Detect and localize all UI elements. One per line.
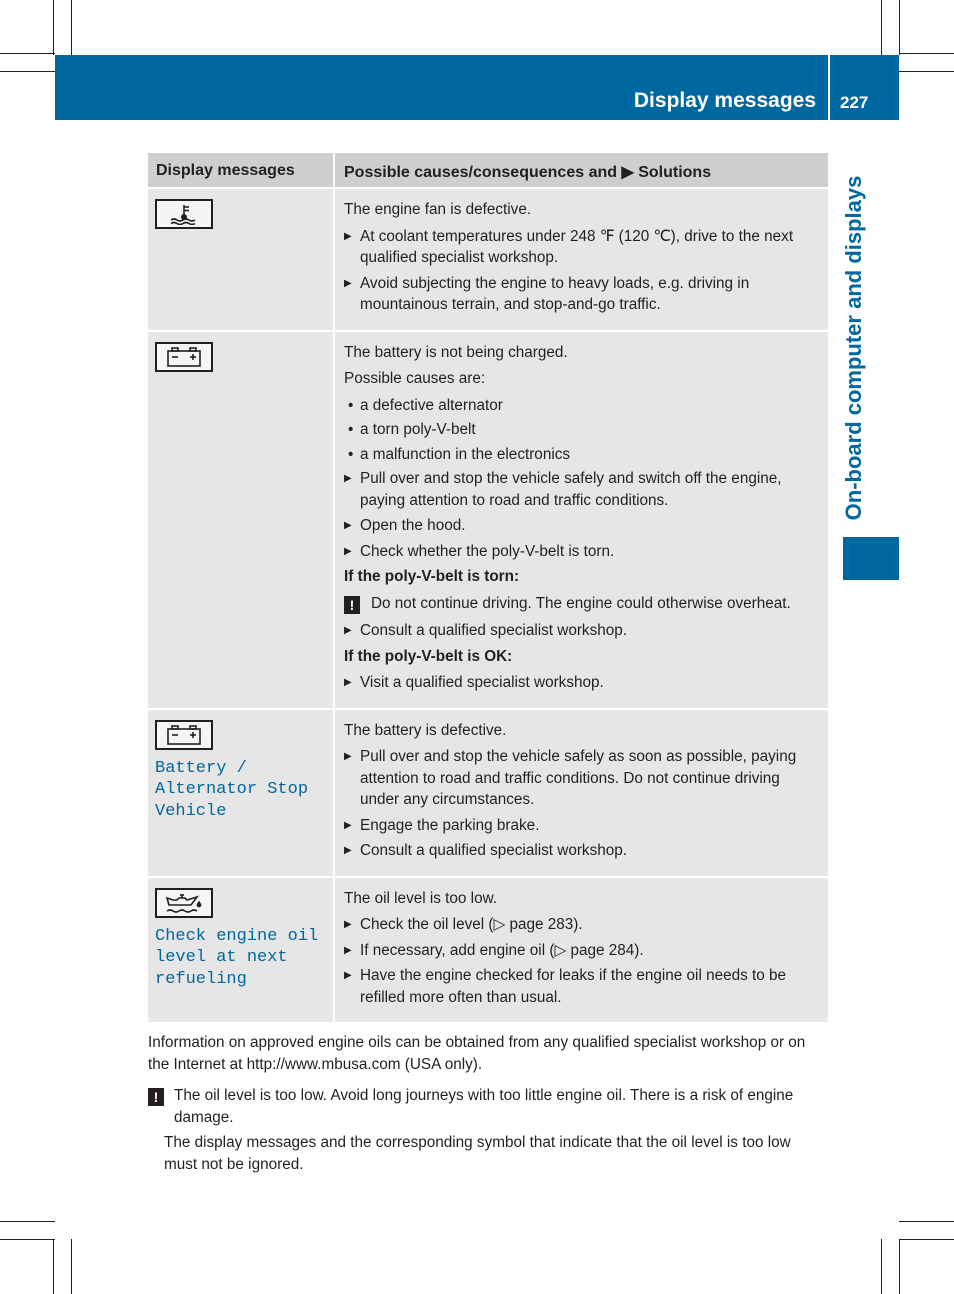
condition-heading: If the poly-V-belt is torn: [344,568,520,585]
crop-mark [899,53,954,54]
warning-text: The oil level is too low. Avoid long journeys with too little engine oil. There is a risk of engine damage. [174,1087,794,1126]
battery-icon [155,342,213,372]
solutions-cell [333,189,828,330]
page-number: 227 [840,93,869,112]
page-number-box [830,55,899,120]
side-tab [839,170,869,525]
step-arrow-icon: ▶ [344,845,352,856]
bullet-item [348,444,821,466]
solution-step [344,541,821,563]
item-text: Consult a qualified specialist workshop. [360,622,627,639]
footer-notes [148,1032,828,1175]
display-message-text: Check engine oil level at next refueling [155,926,319,989]
item-text: Check whether the poly-V-belt is torn. [360,542,615,560]
table-header [148,153,828,187]
step-arrow-icon: ▶ [344,277,352,289]
crop-mark [899,71,954,72]
step-arrow-icon: ▶ [344,970,352,981]
table-body [148,187,828,1022]
item-text: Check the oil level (▷ page 283). [360,916,583,933]
crop-mark [899,0,900,55]
message-cell [148,878,333,1023]
warning-icon: ! [148,1088,164,1106]
solutions-cell [333,878,828,1023]
bullet-icon: • [348,445,354,463]
step-arrow-icon: ▶ [344,230,352,242]
condition-heading: If the poly-V-belt is OK: [344,647,513,665]
table-row [148,708,828,876]
bullet-item [348,419,821,441]
step-arrow-icon: ▶ [344,751,352,762]
item-text: Pull over and stop the vehicle safely as soon as possible, paying attention to road and traffic conditions. Do not continue driving under any circumstances. [360,748,797,808]
step-arrow-icon: ▶ [344,545,352,557]
item-text: Do not continue driving. The engine could otherwise overheat. [371,594,791,612]
step-arrow-icon: ▶ [344,944,352,956]
crop-mark [71,1239,72,1294]
table-row [148,330,828,708]
crop-mark [899,1239,900,1294]
battery-icon [155,720,213,750]
solution-step [344,965,821,1008]
side-tab-label: On-board computer and displays [841,175,866,520]
step-arrow-icon: ▶ [344,625,352,636]
item-text: Avoid subjecting the engine to heavy loads, e.g. driving in mountainous terrain, and stop-and-go traffic. [360,274,750,313]
item-text: a malfunction in the electronics [360,445,571,463]
message-cell [148,332,333,708]
item-text: At coolant temperatures under 248 ℉ (120 ℃), drive to the next qualified specialist workshop. [360,227,794,266]
crop-mark [881,1239,882,1294]
cause-text: The battery is not being charged. [344,343,568,361]
solution-step [344,273,821,316]
cause-text: Possible causes are: [344,370,486,387]
step-arrow-icon: ▶ [344,677,352,688]
crop-mark [881,0,882,55]
table-row [148,876,828,1023]
warning-note [148,1085,828,1128]
crop-mark [0,71,55,72]
warning-icon: ! [344,596,360,614]
cause-text: The battery is defective. [344,721,507,739]
solution-step [344,468,821,511]
crop-mark [53,1239,54,1294]
bullet-icon: • [348,396,354,414]
crop-mark [71,0,72,55]
table-row [148,187,828,330]
column-header-solutions: Possible causes/consequences and ▶ Solutions [333,153,828,187]
item-text: Visit a qualified specialist workshop. [360,674,604,691]
item-text: Engage the parking brake. [360,816,540,834]
solution-step [344,226,821,269]
warning-note-detail: The display messages and the corresponding symbol that indicate that the oil level is too low must not be ignored. [164,1134,791,1173]
item-text: a torn poly-V-belt [360,421,476,438]
step-arrow-icon: ▶ [344,819,352,831]
item-text: Consult a qualified specialist workshop. [360,842,627,859]
header-bar [55,55,828,120]
cause-text: The oil level is too low. [344,889,498,907]
message-cell [148,710,333,876]
coolant-temperature-icon [155,199,213,229]
crop-mark [899,1239,954,1240]
solution-step [344,940,821,962]
column-header-messages: Display messages [156,162,295,179]
solution-step [344,840,821,862]
item-text: If necessary, add engine oil (▷ page 284). [360,941,644,959]
message-cell [148,189,333,330]
solution-step [344,914,821,936]
solutions-cell [333,710,828,876]
crop-mark [53,0,54,55]
solution-step [344,620,821,642]
crop-mark [899,1221,954,1222]
crop-mark [0,53,55,54]
item-text: a defective alternator [360,396,503,414]
display-messages-table [148,153,828,1022]
crop-mark [0,1221,55,1222]
step-arrow-icon: ▶ [344,520,352,531]
step-arrow-icon: ▶ [344,473,352,484]
warning-note [344,593,821,615]
step-arrow-icon: ▶ [344,919,352,930]
cause-text: The engine fan is defective. [344,201,532,218]
oil-level-icon [155,888,213,918]
display-message-text: Battery / Alternator Stop Vehicle [155,758,309,821]
crop-mark [0,1239,55,1240]
page-title: Display messages [633,89,816,112]
solution-step [344,515,821,537]
item-text: Pull over and stop the vehicle safely and switch off the engine, paying attention to road and traffic conditions. [360,470,782,509]
item-text: Have the engine checked for leaks if the engine oil needs to be refilled more often than usual. [360,967,787,1006]
solution-step [344,815,821,837]
side-tab-marker [843,537,899,580]
item-text: Open the hood. [360,517,466,534]
solution-step [344,672,821,694]
solutions-cell [333,332,828,708]
bullet-icon: • [348,421,354,438]
oil-info-text: Information on approved engine oils can be obtained from any qualified specialist workshop or on the Internet at http://www.mbusa.com (USA only). [148,1034,806,1073]
solution-step [344,746,821,811]
bullet-item [348,395,821,417]
